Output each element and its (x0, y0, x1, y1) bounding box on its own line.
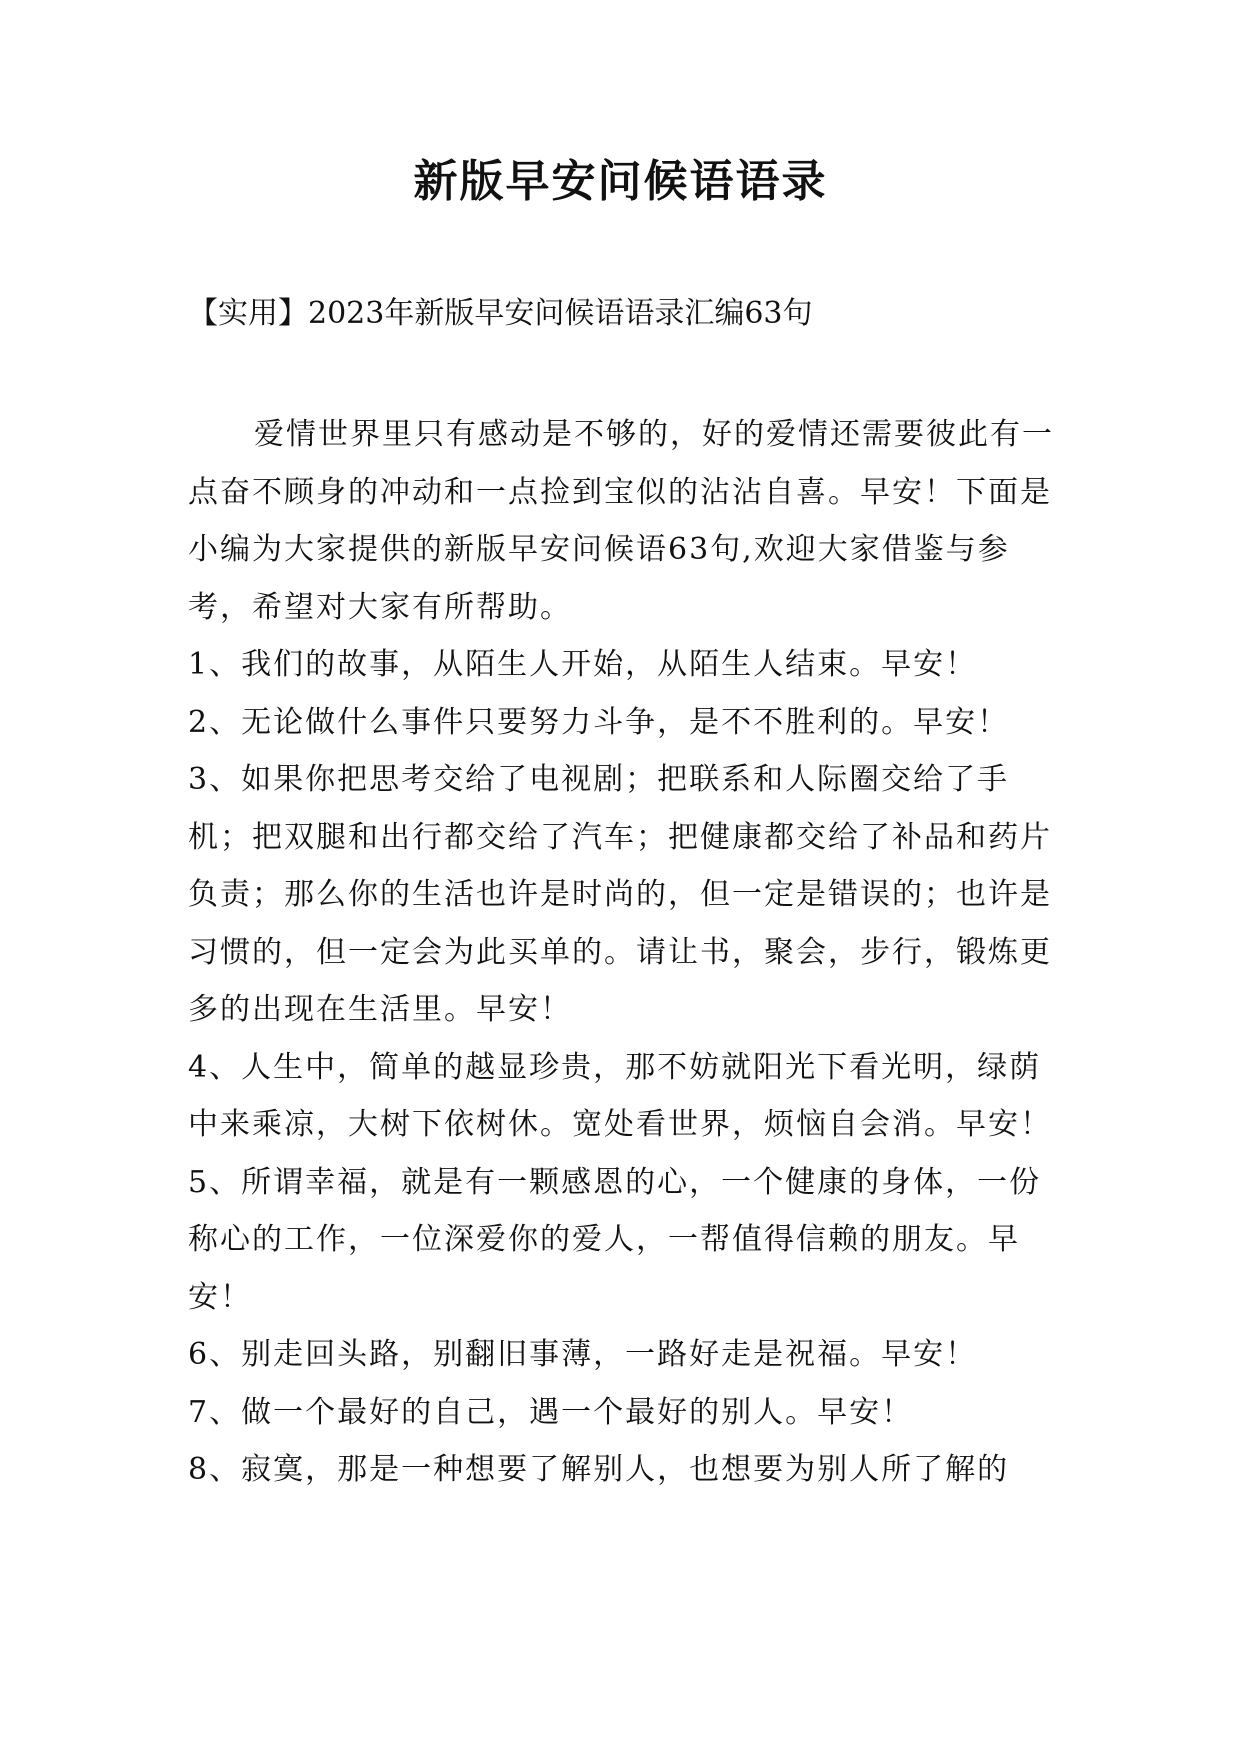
list-item: 8、寂寞，那是一种想要了解别人，也想要为别人所了解的 (188, 1452, 1010, 1487)
document-title: 新版早安问候语语录 (413, 156, 828, 207)
list-item: 7、做一个最好的自己，遇一个最好的别人。早安！ (188, 1394, 914, 1430)
list-item: 6、别走回头路，别翻旧事薄，一路好走是祝福。早安！ (188, 1337, 978, 1372)
list-item: 2、无论做什么事件只要努力斗争，是不不胜利的。早安！ (188, 704, 1010, 740)
list-item: 1、我们的故事，从陌生人开始，从陌生人结束。早安！ (188, 647, 978, 682)
intro-paragraph: 爱情世界里只有感动是不够的，好的爱情还需要彼此有一点奋不顾身的冲动和一点捡到宝似的沾沾自喜。早安！下面是小编为大家提供的新版早安问候语63句,欢迎大家借鉴与参考，希望对大家有所帮助。 (188, 417, 1054, 625)
list-item: 3、如果你把思考交给了电视剧；把联系和人际圈交给了手机；把双腿和出行都交给了汽车；把健康都交给了补品和药片负责；那么你的生活也许是时尚的，但一定是错误的；也许是习惯的，但一定会为此买单的。请让书，聚会，步行，锻炼更多的出现在生活里。早安！ (188, 762, 1052, 1027)
document-body (188, 406, 1068, 1499)
list-item: 4、人生中，简单的越显珍贵，那不妨就阳光下看光明，绿荫中来乘凉，大树下依树休。宽处看世界，烦恼自会消。早安！ (188, 1049, 1052, 1142)
list-item: 5、所谓幸福，就是有一颗感恩的心，一个健康的身体，一份称心的工作，一位深爱你的爱人，一帮值得信赖的朋友。早安！ (188, 1164, 1042, 1315)
document-subtitle: 【实用】2023年新版早安问候语语录汇编63句 (188, 296, 813, 331)
